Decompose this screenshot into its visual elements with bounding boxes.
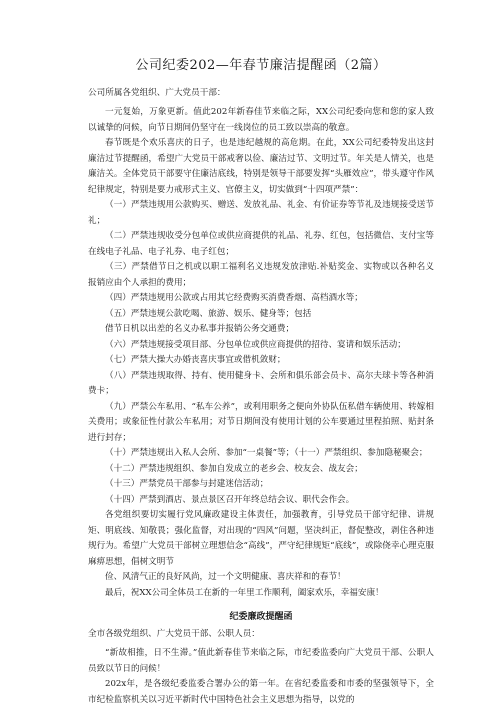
paragraph: （三）严禁借节日之机或以职工福利名义违规发放津贴.补贴奖金、实物或以各种名义报销应由个人承担的费用；	[88, 262, 434, 288]
paragraph: （六）严禁违规接受项目部、分包单位或供应商提供的招待、宴请和娱乐活动；	[105, 339, 406, 350]
paragraph: 202x年，是各级纪委监委合署办公的第一年。在省纪委监委和市委的坚强领导下，全市纪检监察机关以习近平新时代中国特色社会主义思想为指导，以党的	[88, 679, 434, 705]
paragraph: （十）严禁违规出入私人会所、参加“一桌餐”等；（十一）严禁组织、参加隐秘聚会；	[105, 448, 428, 458]
paragraph: （五）严禁违规公款吃喝、旅游、娱乐、健身等；包括	[105, 308, 312, 319]
paragraph: （一）严禁违规用公款购买、赠送、发放礼品、礼金、有价证券等节礼及违规接受送节礼；	[88, 200, 434, 226]
paragraph: （七）严禁大操大办婚丧喜庆事宜或借机敛财；	[105, 355, 286, 365]
paragraph: （十三）严禁党员干部参与封建迷信活动；	[105, 479, 269, 489]
paragraph: （十二）严禁违规组织、参加自发成立的老乡会、校友会、战友会；	[105, 463, 363, 474]
paragraph: 俭、风清气正的良好风尚，过一个文明健康、喜庆祥和的春节！	[105, 572, 346, 582]
section-subtitle: 纪委廉政提醒函	[229, 612, 293, 622]
paragraph: （四）严禁违规用公款或占用其它经费购买消费香烟、高档酒水等；	[105, 293, 363, 303]
paragraph: “新故相推，日不生滞。”值此新春佳节来临之际，市纪委监委向广大党员干部、公职人员致以节日的问候！	[88, 648, 434, 674]
paragraph: 各党组织要切实履行党风廉政建设主体责任，加强教育，引导党员干部守纪律、讲规矩、明底线、知敬畏；强化监督，对出现的“四风”问题，坚决纠正，督促整改，剥住各种违规行为。希望广大党员干部树立理想信念“高线”，严守纪律规矩“底线”，或除侥幸心理克服麻痹思想，倡树文明节	[88, 510, 434, 567]
paragraph: （九）严禁公车私用、“私车公养”，或利用职务之便向外协队伍私借车辆使用、转嫁相关费用；或象征性付款公车私用；对节日期间没有使用计划的公车要通过里程拍照、贴封条进行封存；	[88, 401, 434, 443]
greeting-line: 公司所属各党组织、广大党员干部：	[88, 88, 226, 98]
paragraph: 春节既是个欢乐喜庆的日子，也是违纪越规的高危期。在此，XX公司纪委特发出这封廉洁过节提醒函，希望广大党员干部戒奢以俭、廉洁过节、文明过节。年关是人情关，也是廉洁关。全体党员干部要守住廉洁底线，特别是领导干部要发挥“头雁效应”，带头遵守作风纪律规定，特别是要力戒形式主义、官僚主义，切实做到“十四项严禁”：	[88, 138, 434, 195]
paragraph: （十四）严禁到酒店、景点景区召开年终总结会议、职代会作会。	[105, 494, 355, 505]
paragraph: 最后，祝XX公司全体员工在新的一年里工作顺利，阖家欢乐，幸福安康！	[105, 587, 384, 598]
document-title: 公司纪委202—年春节廉洁提醒函（2篇）	[135, 58, 387, 73]
paragraph: （二）严禁违规收受分包单位或供应商提供的礼品、礼券、红包，包括微信、支付宝等在线电子礼品、电子礼券、电子红包；	[88, 231, 434, 257]
greeting-line-2: 全市各级党组织、广大党员干部、公职人员：	[88, 629, 260, 639]
paragraph: 借节日机以出差的名义办私事并报销公务交通费；	[105, 324, 295, 334]
paragraph: 一元复始，万象更新。值此202年新春佳节来临之际，XX公司纪委向您和您的家人致以诚挚的问候，向节日期间仍坚守在一线岗位的员工致以崇高的敬意。	[88, 107, 434, 133]
paragraph: （八）严禁违规取得、持有、使用健身卡、会所和俱乐部会员卡、高尔夫球卡等各种消费卡；	[88, 370, 434, 396]
